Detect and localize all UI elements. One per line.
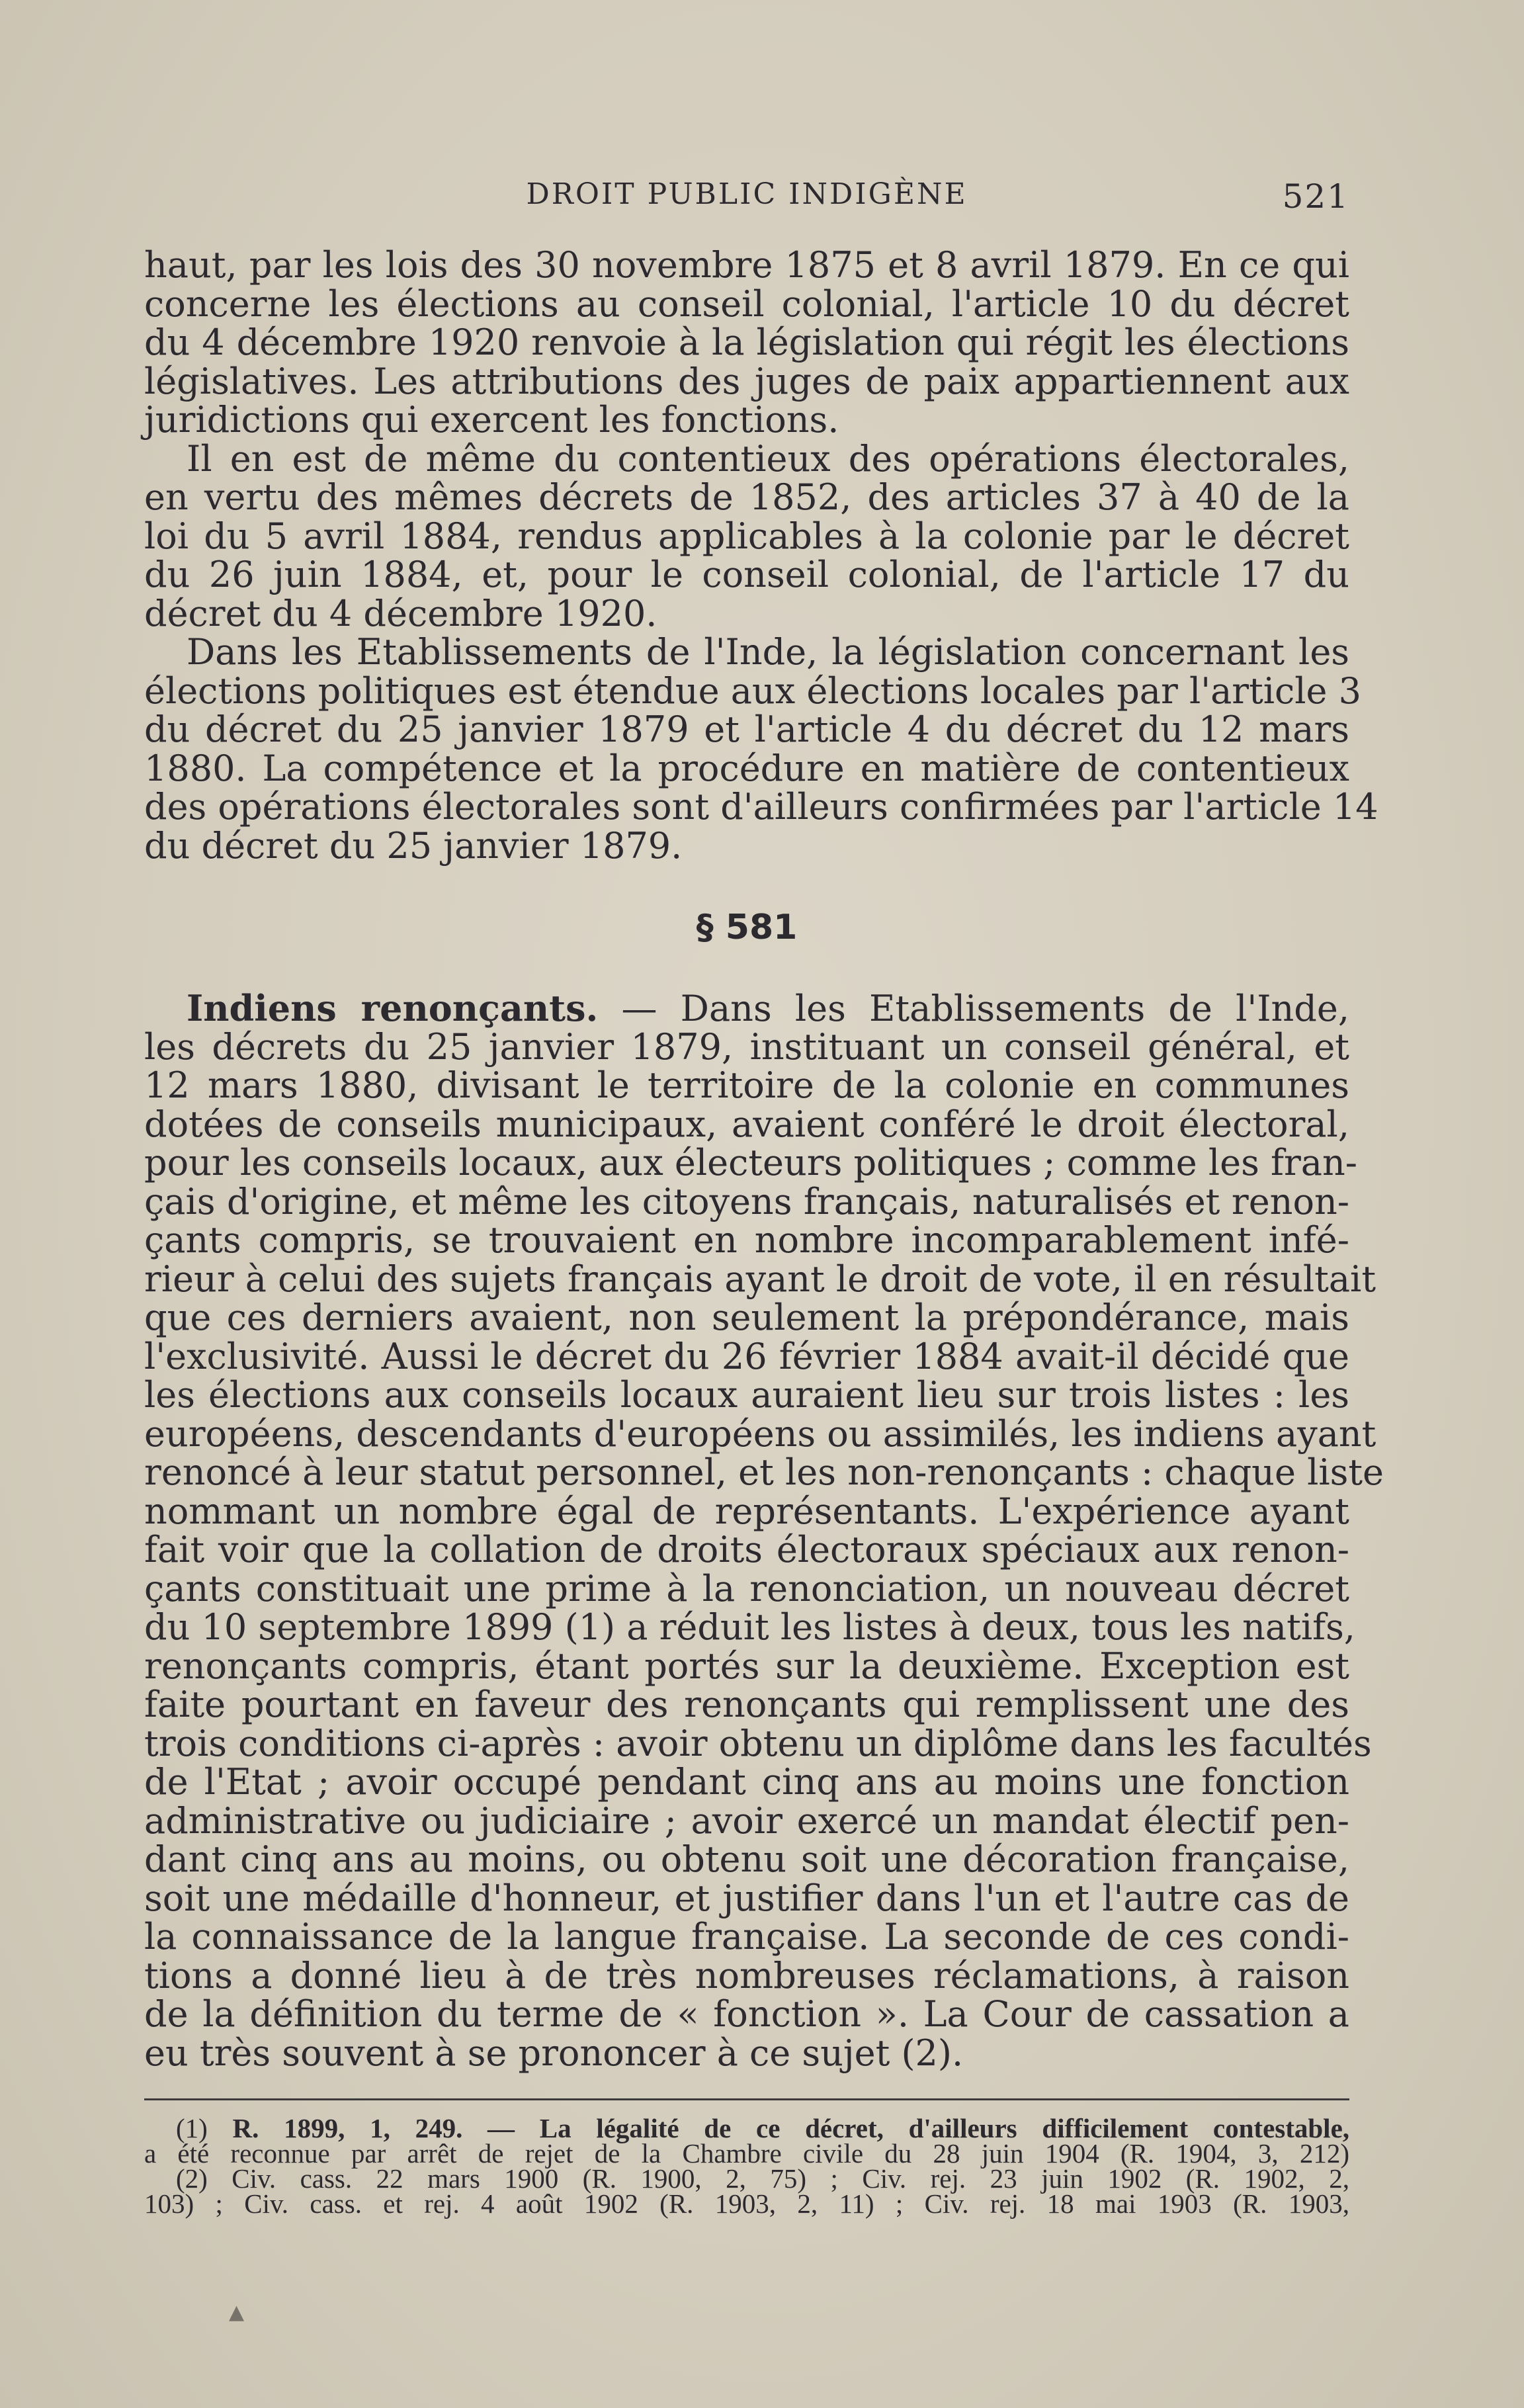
text-line: renoncé à leur statut personnel, et les non-renonçants : chaque liste (144, 1451, 1384, 1493)
footnotes (144, 2113, 1350, 2219)
text-line: trois conditions ci-après : avoir obtenu un diplôme dans les facultés (144, 1722, 1372, 1764)
text-line: çants compris, se trouvaient en nombre incomparablement infé- (144, 1219, 1349, 1261)
text-line: du 10 septembre 1899 (1) a réduit les listes à deux, tous les natifs, (144, 1606, 1355, 1648)
text-line: décret du 4 décembre 1920. (144, 592, 657, 634)
text-line: fait voir que la collation de droits électoraux spéciaux aux renon- (144, 1529, 1349, 1570)
text-line: Dans les Etablissements de l'Inde, la législation concernant les (187, 631, 1349, 673)
text-line: haut, par les lois des 30 novembre 1875 et 8 avril 1879. En ce qui (144, 244, 1349, 286)
text-line: pour les conseils locaux, aux électeurs politiques ; comme les fran- (144, 1142, 1358, 1183)
footnote-1-text: — La légalité de ce décret, d'ailleurs difficilement contestable, (462, 2113, 1350, 2143)
text-line: eu très souvent à se prononcer à ce sujet (2). (144, 2032, 964, 2074)
ink-smudge: ▲ (229, 2301, 245, 2324)
text-line: les élections aux conseils locaux auraient lieu sur trois listes : les (144, 1374, 1349, 1416)
footnote-2-text: Civ. cass. 22 mars 1900 (R. 1900, 2, 75) ; Civ. rej. 23 juin 1902 (R. 1902, 2, (207, 2163, 1349, 2194)
running-header (144, 177, 1349, 224)
text-line: rieur à celui des sujets français ayant le droit de vote, il en résultait (144, 1258, 1376, 1300)
text-line: en vertu des mêmes décrets de 1852, des articles 37 à 40 de la (144, 476, 1349, 518)
body-text-section (144, 987, 1384, 2074)
text-line: administrative ou judiciaire ; avoir exercé un mandat électif pen- (144, 1799, 1349, 1842)
footnote-1-marker: (1) (176, 2113, 208, 2143)
text-line: européens, descendants d'européens ou assimilés, les indiens ayant (144, 1412, 1376, 1455)
text-line: 1880. La compétence et la procédure en matière de contentieux (144, 747, 1349, 789)
footnote-2-cont: 103) ; Civ. cass. et rej. 4 août 1902 (R. 1903, 2, 11) ; Civ. rej. 18 mai 1903 (R. 1903, (144, 2188, 1349, 2219)
text-line: Il en est de même du contentieux des opérations électorales, (187, 437, 1349, 480)
text-line: soit une médaille d'honneur, et justifier dans l'un et l'autre cas de (144, 1877, 1349, 1919)
text-line: des opérations électorales sont d'ailleurs confirmées par l'article 14 (144, 786, 1378, 828)
text-line: loi du 5 avril 1884, rendus applicables à la colonie par le décret (144, 515, 1349, 557)
body-text-top (144, 244, 1378, 867)
text-line: renonçants compris, étant portés sur la deuxième. Exception est (144, 1645, 1349, 1687)
text-line: çants constituait une prime à la renonciation, un nouveau décret (144, 1567, 1349, 1610)
text-line: çais d'origine, et même les citoyens français, naturalisés et renon- (144, 1180, 1349, 1223)
page-number: 521 (1282, 177, 1349, 216)
text-line: faite pourtant en faveur des renonçants qui remplissent une des (144, 1684, 1349, 1725)
text-line: du 4 décembre 1920 renvoie à la législation qui régit les élections (144, 322, 1349, 363)
section-heading: Indiens renonçants. (187, 987, 599, 1029)
footnote-1-ref: R. 1899, 1, 249. (232, 2113, 463, 2143)
text-line: du 26 juin 1884, et, pour le conseil colonial, de l'article 17 du (144, 554, 1349, 595)
text-line: dotées de conseils municipaux, avaient conféré le droit électoral, (144, 1103, 1349, 1145)
text-line: juridictions qui exercent les fonctions. (144, 399, 839, 441)
text-line: nommant un nombre égal de représentants. L'expérience ayant (144, 1490, 1349, 1532)
text-line: la connaissance de la langue française. La seconde de ces condi- (144, 1916, 1349, 1957)
section-first-line (144, 989, 1349, 1028)
footnote-1-line (144, 2113, 1350, 2143)
section-number: § 581 (696, 908, 798, 947)
text-line: législatives. Les attributions des juges de paix appartiennent aux (144, 360, 1349, 402)
text-line: du décret du 25 janvier 1879 et l'article 4 du décret du 12 mars (144, 709, 1349, 750)
text-line: 12 mars 1880, divisant le territoire de la colonie en communes (144, 1064, 1349, 1106)
text-line: concerne les élections au conseil colonial, l'article 10 du décret (144, 282, 1349, 325)
section-first-line-text: — Dans les Etablissements de l'Inde, (598, 988, 1349, 1029)
text-line: élections politiques est étendue aux élections locales par l'article 3 (144, 669, 1362, 712)
text-line: de l'Etat ; avoir occupé pendant cinq ans au moins une fonction (144, 1761, 1349, 1803)
footnote-1-cont: a été reconnue par arrêt de rejet de la Chambre civile du 28 juin 1904 (R. 1904, 3, 212) (144, 2138, 1349, 2169)
text-line: que ces derniers avaient, non seulement la prépondérance, mais (144, 1297, 1349, 1338)
text-line: du décret du 25 janvier 1879. (144, 824, 683, 867)
footnote-2-marker: (2) (176, 2163, 208, 2194)
text-line: tions a donné lieu à de très nombreuses réclamations, à raison (144, 1954, 1349, 1997)
text-line: de la définition du terme de « fonction ». La Cour de cassation a (144, 1993, 1349, 2035)
text-line: les décrets du 25 janvier 1879, instituant un conseil général, et (144, 1025, 1349, 1068)
text-line: dant cinq ans au moins, ou obtenu soit une décoration française, (144, 1838, 1349, 1880)
text-line: l'exclusivité. Aussi le décret du 26 février 1884 avait-il décidé que (144, 1335, 1349, 1377)
footnote-rule (144, 2098, 1349, 2100)
footnote-2-line (144, 2163, 1349, 2194)
running-title: DROIT PUBLIC INDIGÈNE (526, 177, 968, 211)
